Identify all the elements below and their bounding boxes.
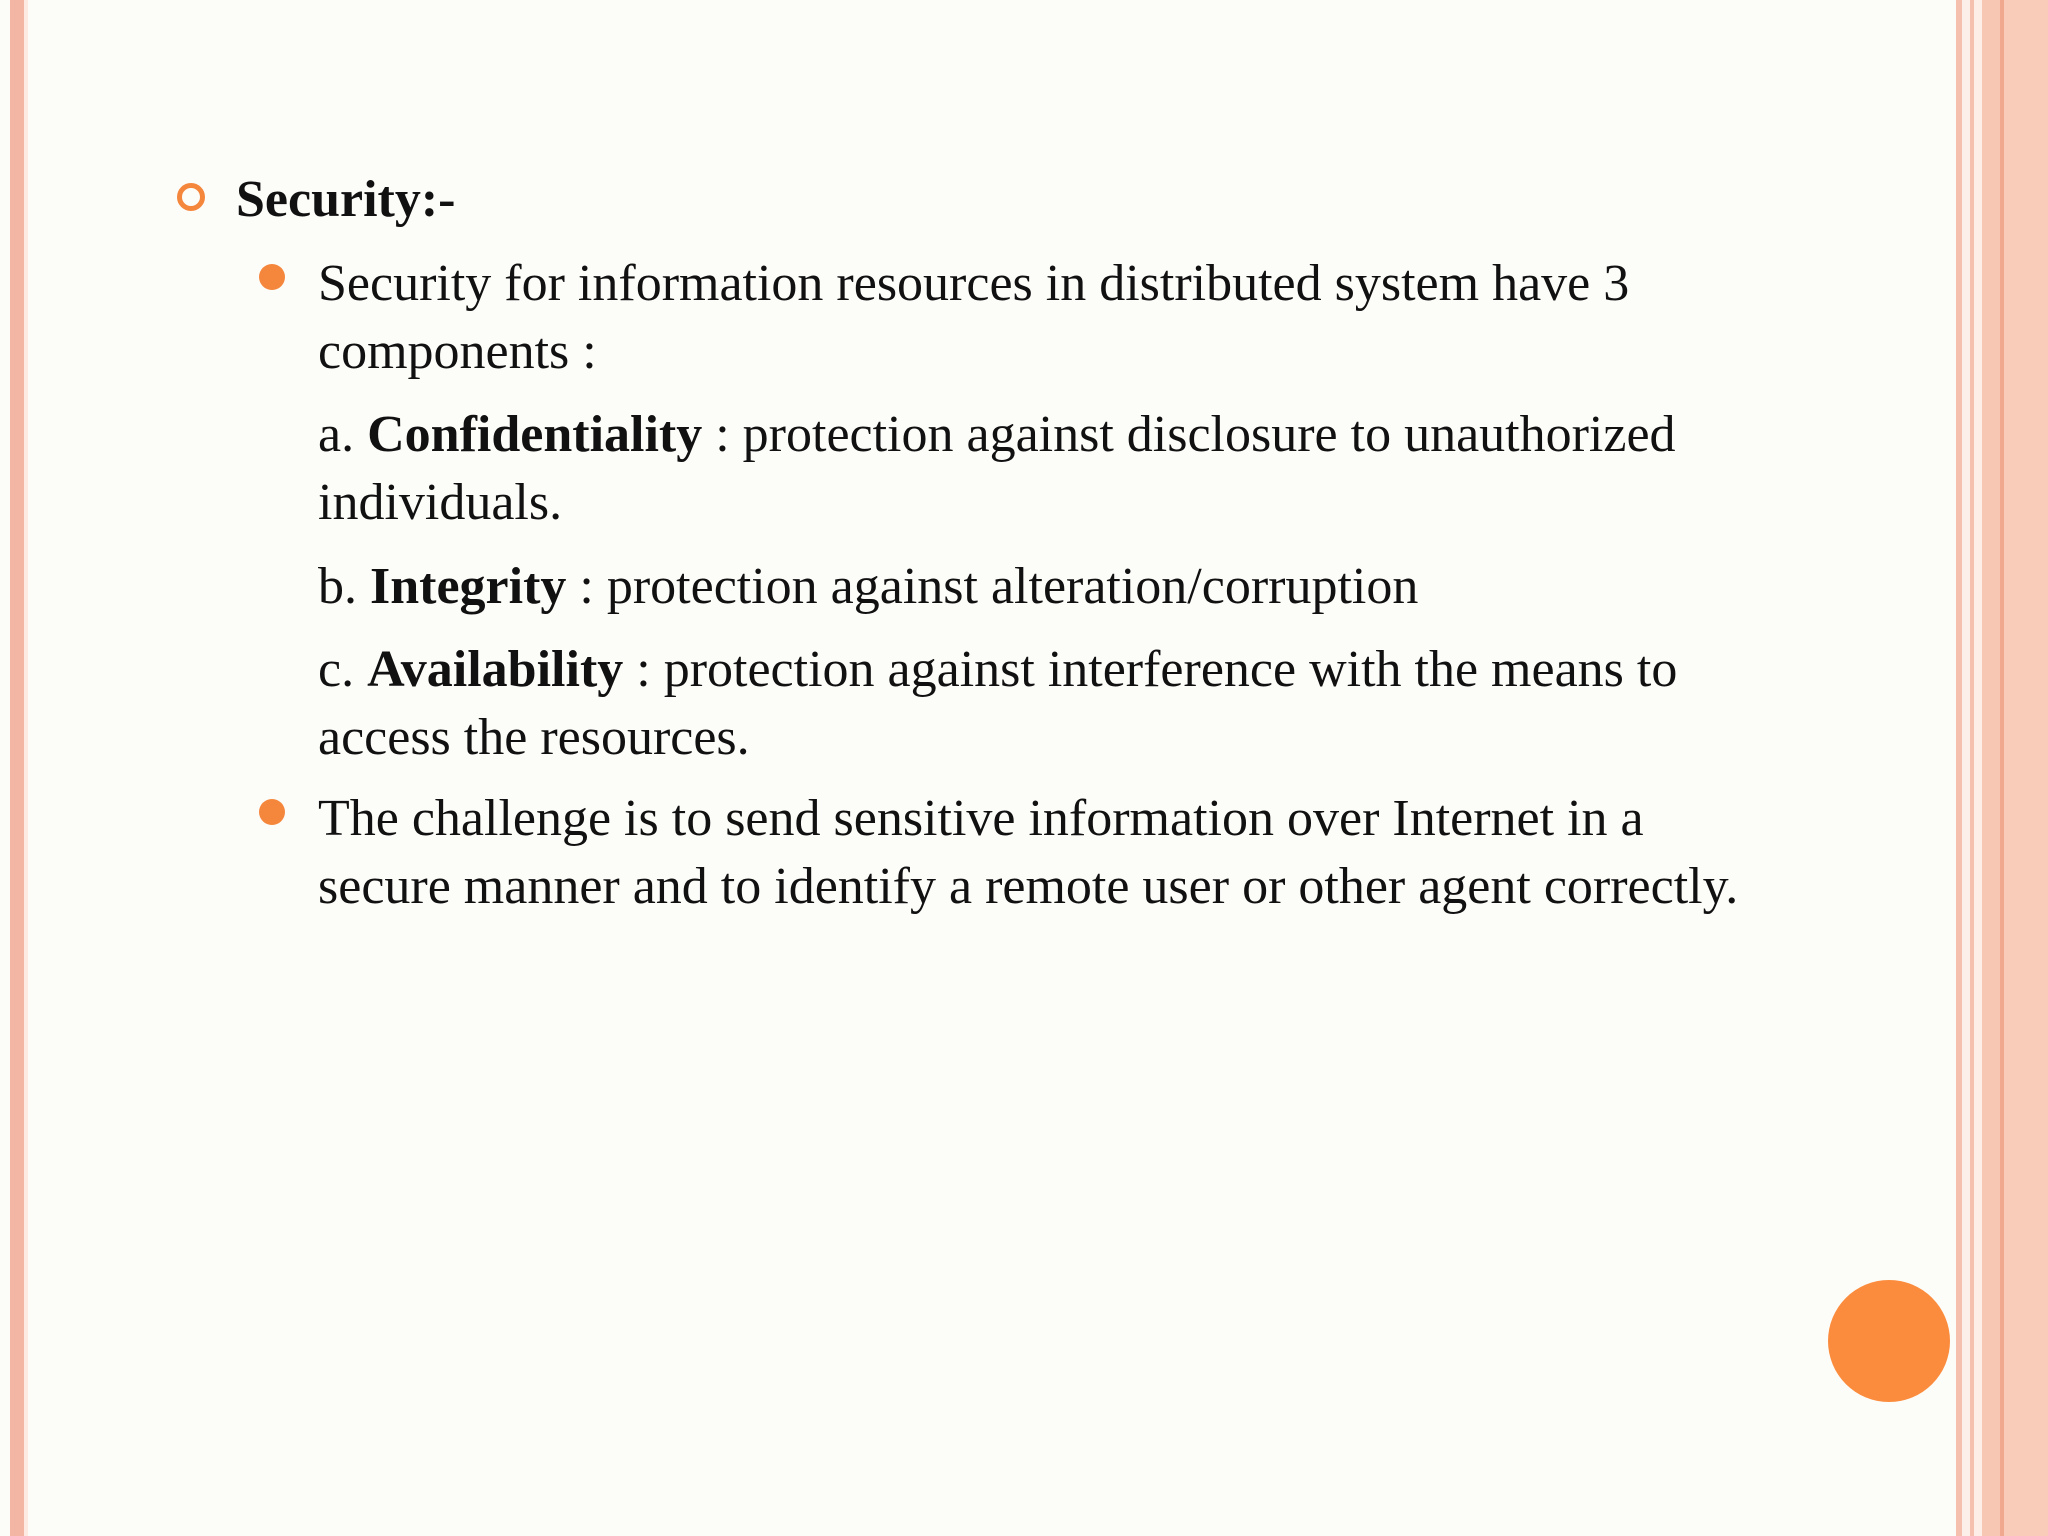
component-availability bbox=[318, 636, 1788, 772]
component-confidentiality bbox=[318, 401, 1788, 537]
component-term: Confidentiality bbox=[367, 406, 703, 463]
component-description: : protection against disclosure to unauthorized individuals. bbox=[318, 406, 1676, 531]
component-term: Availability bbox=[367, 641, 624, 698]
bullet-text-1: Security for information resources in distributed system have 3 components : bbox=[318, 255, 1630, 380]
right-border-stripe-2 bbox=[1962, 0, 1970, 1536]
dot-bullet-icon bbox=[259, 264, 285, 290]
component-prefix: a. bbox=[318, 406, 368, 463]
right-border-stripe-4 bbox=[1974, 0, 1982, 1536]
component-description: : protection against alteration/corruption bbox=[566, 558, 1419, 615]
component-integrity bbox=[318, 553, 1788, 621]
right-border-stripe-5 bbox=[1982, 0, 2000, 1536]
slide-heading: Security:- bbox=[236, 171, 456, 228]
component-term: Integrity bbox=[370, 558, 567, 615]
component-description: : protection against interference with the means to access the resources. bbox=[318, 641, 1678, 766]
right-border-stripe-7 bbox=[2004, 0, 2048, 1536]
component-prefix: c. bbox=[318, 641, 368, 698]
dot-bullet-icon bbox=[259, 799, 285, 825]
ring-bullet-icon bbox=[177, 183, 205, 211]
component-prefix: b. bbox=[318, 558, 370, 615]
bullet-text-2: The challenge is to send sensitive information over Internet in a secure manner and to identify a remote user or other agent correctly. bbox=[318, 790, 1739, 915]
